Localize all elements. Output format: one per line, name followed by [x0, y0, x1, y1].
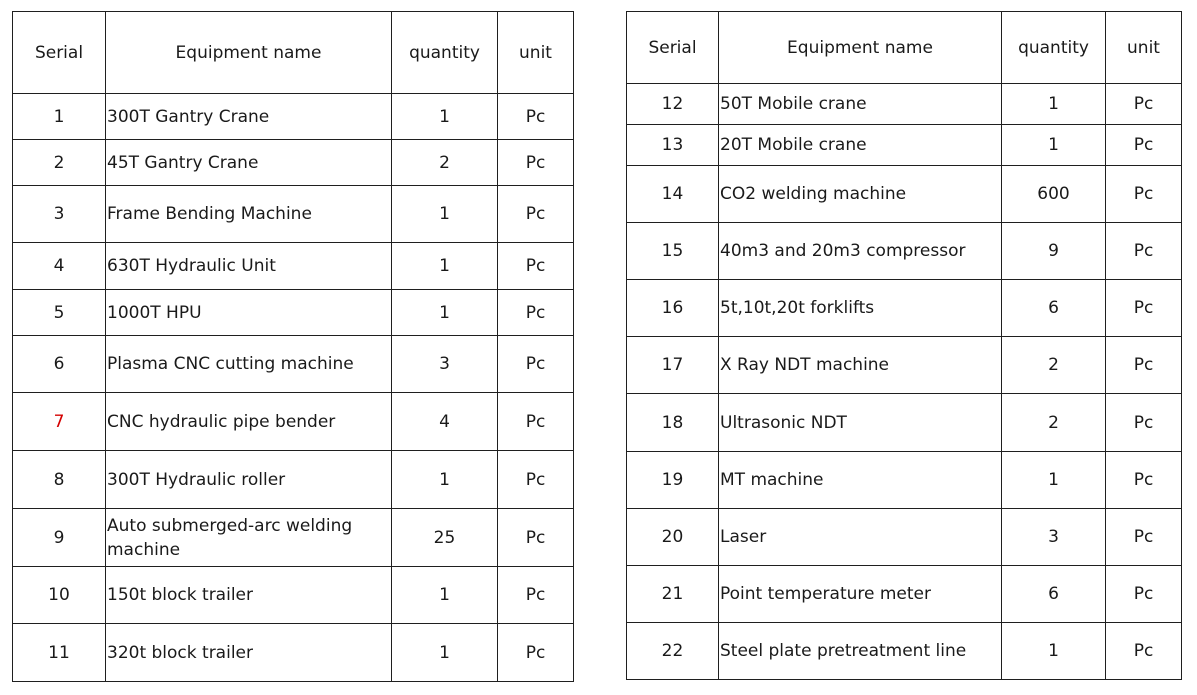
header-serial: Serial: [13, 12, 106, 94]
quantity-cell: 1: [392, 290, 498, 336]
table-row: [13, 140, 574, 186]
table-row: [627, 566, 1182, 623]
quantity-cell: 2: [1002, 337, 1106, 394]
table-row: [627, 84, 1182, 125]
equipment-name-cell: CO2 welding machine: [719, 166, 1002, 223]
equipment-name-cell: Ultrasonic NDT: [719, 394, 1002, 452]
equipment-name-cell: 320t block trailer: [106, 624, 392, 682]
table-row: [13, 624, 574, 682]
equipment-name-cell: 45T Gantry Crane: [106, 140, 392, 186]
unit-cell: Pc: [1106, 84, 1182, 125]
unit-cell: Pc: [498, 140, 574, 186]
unit-cell: Pc: [1106, 623, 1182, 680]
quantity-cell: 1: [392, 567, 498, 624]
unit-cell: Pc: [498, 567, 574, 624]
serial-cell: 17: [627, 337, 719, 394]
unit-cell: Pc: [1106, 566, 1182, 623]
equipment-name-cell: MT machine: [719, 452, 1002, 509]
table-row: [627, 509, 1182, 566]
serial-cell: 20: [627, 509, 719, 566]
quantity-cell: 2: [392, 140, 498, 186]
table-row: [627, 125, 1182, 166]
table-row: [13, 567, 574, 624]
serial-cell: 21: [627, 566, 719, 623]
table-row: [627, 394, 1182, 452]
table-row: [13, 94, 574, 140]
table-row: [13, 290, 574, 336]
serial-cell: 11: [13, 624, 106, 682]
equipment-name-cell: CNC hydraulic pipe bender: [106, 393, 392, 451]
serial-cell: 8: [13, 451, 106, 509]
table-row: [13, 509, 574, 567]
quantity-cell: 9: [1002, 223, 1106, 280]
serial-cell: 9: [13, 509, 106, 567]
unit-cell: Pc: [1106, 337, 1182, 394]
quantity-cell: 2: [1002, 394, 1106, 452]
serial-cell: 7: [13, 393, 106, 451]
header-serial: Serial: [627, 12, 719, 84]
equipment-name-cell: 50T Mobile crane: [719, 84, 1002, 125]
equipment-table-right: [626, 11, 1182, 680]
table-row: [13, 393, 574, 451]
equipment-name-cell: 300T Hydraulic roller: [106, 451, 392, 509]
equipment-name-cell: 1000T HPU: [106, 290, 392, 336]
quantity-cell: 1: [1002, 84, 1106, 125]
equipment-name-cell: Point temperature meter: [719, 566, 1002, 623]
serial-cell: 1: [13, 94, 106, 140]
table-row: [13, 336, 574, 393]
header-row: [13, 12, 574, 94]
quantity-cell: 4: [392, 393, 498, 451]
unit-cell: Pc: [498, 624, 574, 682]
serial-cell: 15: [627, 223, 719, 280]
quantity-cell: 1: [392, 243, 498, 290]
unit-cell: Pc: [498, 336, 574, 393]
table-row: [627, 623, 1182, 680]
equipment-name-cell: Steel plate pretreatment line: [719, 623, 1002, 680]
quantity-cell: 6: [1002, 566, 1106, 623]
serial-cell: 19: [627, 452, 719, 509]
header-unit: unit: [1106, 12, 1182, 84]
table-row: [627, 223, 1182, 280]
equipment-name-cell: 5t,10t,20t forklifts: [719, 280, 1002, 337]
table-row: [13, 451, 574, 509]
header-quantity: quantity: [392, 12, 498, 94]
serial-cell: 6: [13, 336, 106, 393]
quantity-cell: 1: [1002, 125, 1106, 166]
equipment-name-cell: 40m3 and 20m3 compressor: [719, 223, 1002, 280]
quantity-cell: 6: [1002, 280, 1106, 337]
serial-cell: 4: [13, 243, 106, 290]
quantity-cell: 1: [392, 94, 498, 140]
unit-cell: Pc: [498, 94, 574, 140]
equipment-name-cell: 300T Gantry Crane: [106, 94, 392, 140]
header-unit: unit: [498, 12, 574, 94]
equipment-name-cell: Auto submerged-arc welding machine: [106, 509, 392, 567]
unit-cell: Pc: [1106, 394, 1182, 452]
table-row: [627, 280, 1182, 337]
unit-cell: Pc: [498, 243, 574, 290]
serial-cell: 5: [13, 290, 106, 336]
table-row: [627, 337, 1182, 394]
equipment-table-left: [12, 11, 574, 682]
serial-cell: 2: [13, 140, 106, 186]
unit-cell: Pc: [1106, 223, 1182, 280]
quantity-cell: 1: [1002, 452, 1106, 509]
quantity-cell: 1: [1002, 623, 1106, 680]
equipment-name-cell: X Ray NDT machine: [719, 337, 1002, 394]
header-equipment-name: Equipment name: [719, 12, 1002, 84]
quantity-cell: 600: [1002, 166, 1106, 223]
equipment-name-cell: Laser: [719, 509, 1002, 566]
table-row: [627, 166, 1182, 223]
header-quantity: quantity: [1002, 12, 1106, 84]
unit-cell: Pc: [498, 451, 574, 509]
unit-cell: Pc: [1106, 509, 1182, 566]
serial-cell: 13: [627, 125, 719, 166]
serial-cell: 22: [627, 623, 719, 680]
unit-cell: Pc: [1106, 280, 1182, 337]
equipment-name-cell: 150t block trailer: [106, 567, 392, 624]
quantity-cell: 1: [392, 624, 498, 682]
serial-cell: 12: [627, 84, 719, 125]
table-row: [13, 243, 574, 290]
quantity-cell: 25: [392, 509, 498, 567]
equipment-name-cell: Plasma CNC cutting machine: [106, 336, 392, 393]
unit-cell: Pc: [1106, 452, 1182, 509]
unit-cell: Pc: [498, 186, 574, 243]
serial-cell: 3: [13, 186, 106, 243]
table-row: [13, 186, 574, 243]
quantity-cell: 1: [392, 186, 498, 243]
table-row: [627, 452, 1182, 509]
unit-cell: Pc: [1106, 166, 1182, 223]
equipment-name-cell: Frame Bending Machine: [106, 186, 392, 243]
unit-cell: Pc: [498, 393, 574, 451]
serial-cell: 16: [627, 280, 719, 337]
header-row: [627, 12, 1182, 84]
unit-cell: Pc: [1106, 125, 1182, 166]
header-equipment-name: Equipment name: [106, 12, 392, 94]
equipment-name-cell: 630T Hydraulic Unit: [106, 243, 392, 290]
unit-cell: Pc: [498, 509, 574, 567]
unit-cell: Pc: [498, 290, 574, 336]
serial-cell: 10: [13, 567, 106, 624]
equipment-name-cell: 20T Mobile crane: [719, 125, 1002, 166]
serial-cell: 14: [627, 166, 719, 223]
serial-cell: 18: [627, 394, 719, 452]
quantity-cell: 1: [392, 451, 498, 509]
quantity-cell: 3: [392, 336, 498, 393]
quantity-cell: 3: [1002, 509, 1106, 566]
